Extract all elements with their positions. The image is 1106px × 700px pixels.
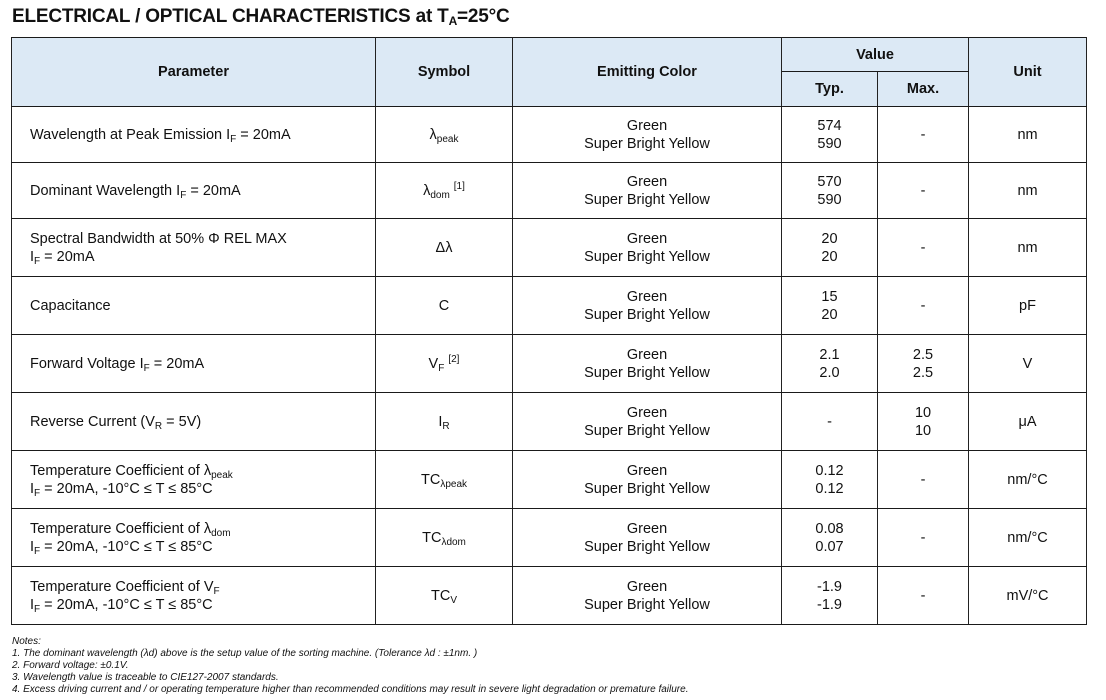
cell-typ bbox=[782, 335, 878, 393]
cell-max bbox=[878, 335, 969, 393]
parameter-line: Temperature Coefficient of $V_F$ bbox=[30, 578, 220, 597]
cell-typ-line: 0.12 bbox=[815, 462, 844, 479]
cell-max bbox=[878, 219, 969, 277]
cell-typ-line: 15 bbox=[821, 288, 838, 305]
cell-max-line: 2.5 bbox=[912, 346, 934, 363]
table-row bbox=[12, 509, 1087, 567]
notes-heading: Notes: bbox=[12, 636, 41, 647]
cell-max bbox=[878, 393, 969, 451]
table-row bbox=[12, 451, 1087, 509]
cell-max-line: - bbox=[920, 529, 926, 546]
cell-typ-line: 20 bbox=[821, 230, 838, 247]
cell-max-line: - bbox=[920, 471, 926, 488]
cell-emitting-color-line: Green bbox=[626, 288, 668, 305]
cell-emitting-color-line: Green bbox=[626, 462, 668, 479]
parameter-line: Spectral Bandwidth at 50% Φ REL MAX bbox=[30, 230, 287, 247]
table-row bbox=[12, 277, 1087, 335]
cell-emitting-color-line: Green bbox=[626, 173, 668, 190]
cell-emitting-color-line: Green bbox=[626, 346, 668, 363]
cell-emitting-color-line: Super Bright Yellow bbox=[584, 191, 710, 208]
cell-typ bbox=[782, 451, 878, 509]
cell-max bbox=[878, 567, 969, 625]
cell-unit: mV/°C bbox=[969, 567, 1087, 625]
cell-typ-line: 590 bbox=[817, 191, 842, 208]
cell-emitting-color bbox=[513, 277, 782, 335]
cell-max-line: - bbox=[920, 239, 926, 256]
cell-max-line: - bbox=[920, 182, 926, 199]
cell-parameter bbox=[12, 107, 376, 163]
cell-unit: nm bbox=[969, 219, 1087, 277]
cell-emitting-color-line: Super Bright Yellow bbox=[584, 596, 710, 613]
cell-emitting-color bbox=[513, 451, 782, 509]
cell-emitting-color-line: Green bbox=[626, 520, 668, 537]
cell-symbol: $V_F[2]$ bbox=[376, 335, 513, 393]
cell-max-line: 10 bbox=[914, 404, 932, 421]
cell-symbol: $\lambda_{dom}[1]$ bbox=[376, 163, 513, 219]
cell-unit: nm bbox=[969, 107, 1087, 163]
cell-unit: pF bbox=[969, 277, 1087, 335]
table-row bbox=[12, 335, 1087, 393]
cell-symbol: $TC_{\lambda dom}$ bbox=[376, 509, 513, 567]
cell-parameter bbox=[12, 277, 376, 335]
cell-parameter bbox=[12, 509, 376, 567]
table-row bbox=[12, 163, 1087, 219]
cell-unit: nm/°C bbox=[969, 451, 1087, 509]
cell-typ-line: -1.9 bbox=[817, 578, 842, 595]
cell-unit: nm/°C bbox=[969, 509, 1087, 567]
cell-max-line: - bbox=[920, 126, 926, 143]
cell-emitting-color bbox=[513, 219, 782, 277]
cell-typ-line: -1.9 bbox=[817, 596, 842, 613]
cell-emitting-color-line: Super Bright Yellow bbox=[584, 422, 710, 439]
cell-emitting-color-line: Super Bright Yellow bbox=[584, 538, 710, 555]
cell-typ-line: 0.08 bbox=[815, 520, 844, 537]
cell-emitting-color-line: Green bbox=[626, 230, 668, 247]
cell-emitting-color bbox=[513, 335, 782, 393]
cell-typ-line: 0.07 bbox=[815, 538, 844, 555]
cell-symbol: C bbox=[376, 277, 513, 335]
header-max: Max. bbox=[878, 72, 969, 107]
cell-parameter bbox=[12, 393, 376, 451]
header-parameter: Parameter bbox=[12, 38, 376, 107]
header-value: Value bbox=[782, 38, 969, 72]
cell-max bbox=[878, 107, 969, 163]
cell-parameter bbox=[12, 335, 376, 393]
cell-typ-line: 20 bbox=[821, 248, 838, 265]
cell-max-line: 10 bbox=[914, 422, 932, 439]
notes-section bbox=[12, 636, 688, 696]
header-symbol: Symbol bbox=[376, 38, 513, 107]
cell-typ-line: 570 bbox=[817, 173, 842, 190]
header-emitting-color: Emitting Color bbox=[513, 38, 782, 107]
table-row bbox=[12, 567, 1087, 625]
parameter-line: Reverse Current $(V_R = 5V)$ bbox=[30, 413, 202, 432]
cell-typ bbox=[782, 107, 878, 163]
table-row bbox=[12, 219, 1087, 277]
header-typ: Typ. bbox=[782, 72, 878, 107]
cell-unit: nm bbox=[969, 163, 1087, 219]
cell-typ bbox=[782, 219, 878, 277]
cell-emitting-color-line: Super Bright Yellow bbox=[584, 248, 710, 265]
cell-max bbox=[878, 451, 969, 509]
note-item: 3. Wavelength value is traceable to CIE127-2007 standards. bbox=[12, 672, 279, 683]
cell-parameter bbox=[12, 219, 376, 277]
cell-typ bbox=[782, 393, 878, 451]
cell-emitting-color bbox=[513, 107, 782, 163]
cell-emitting-color bbox=[513, 509, 782, 567]
cell-emitting-color-line: Super Bright Yellow bbox=[584, 306, 710, 323]
table-row bbox=[12, 393, 1087, 451]
cell-typ bbox=[782, 163, 878, 219]
cell-max bbox=[878, 277, 969, 335]
cell-max-line: - bbox=[920, 587, 926, 604]
cell-emitting-color-line: Green bbox=[626, 117, 668, 134]
cell-symbol: $I_R$ bbox=[376, 393, 513, 451]
table-row bbox=[12, 107, 1087, 163]
cell-typ bbox=[782, 509, 878, 567]
parameter-line: $I_F = 20mA$ bbox=[30, 248, 95, 267]
cell-emitting-color-line: Super Bright Yellow bbox=[584, 364, 710, 381]
cell-parameter bbox=[12, 451, 376, 509]
cell-typ-line: 20 bbox=[821, 306, 838, 323]
cell-typ-line: - bbox=[827, 413, 832, 430]
parameter-line: $I_F = 20mA$, -10°C ≤ T ≤ 85°C bbox=[30, 480, 213, 499]
cell-typ-line: 574 bbox=[817, 117, 842, 134]
cell-emitting-color bbox=[513, 567, 782, 625]
cell-symbol: $\lambda_{peak}$ bbox=[376, 107, 513, 163]
cell-parameter bbox=[12, 567, 376, 625]
cell-typ-line: 0.12 bbox=[815, 480, 844, 497]
cell-emitting-color bbox=[513, 393, 782, 451]
cell-typ-line: 2.0 bbox=[819, 364, 840, 381]
parameter-line: Capacitance bbox=[30, 297, 111, 314]
note-item: 2. Forward voltage: ±0.1V. bbox=[12, 660, 129, 671]
note-item: 4. Excess driving current and / or operating temperature higher than recommended conditions may result in severe light degradation or premature failure. bbox=[12, 684, 689, 695]
section-title: ELECTRICAL / OPTICAL CHARACTERISTICS at $T_A=25^\circ C$ bbox=[12, 6, 510, 28]
table-body bbox=[12, 107, 1087, 625]
cell-emitting-color bbox=[513, 163, 782, 219]
cell-parameter bbox=[12, 163, 376, 219]
cell-emitting-color-line: Super Bright Yellow bbox=[584, 480, 710, 497]
cell-typ-line: 590 bbox=[817, 135, 842, 152]
cell-symbol: Δλ bbox=[376, 219, 513, 277]
parameter-line: Dominant Wavelength $I_F = 20mA$ bbox=[30, 182, 241, 201]
parameter-line: Wavelength at Peak Emission $I_F = 20mA$ bbox=[30, 126, 291, 145]
cell-emitting-color-line: Super Bright Yellow bbox=[584, 135, 710, 152]
cell-max bbox=[878, 163, 969, 219]
cell-unit: μA bbox=[969, 393, 1087, 451]
parameter-line: $I_F = 20mA$, -10°C ≤ T ≤ 85°C bbox=[30, 596, 213, 615]
parameter-line: $I_F = 20mA$, -10°C ≤ T ≤ 85°C bbox=[30, 538, 213, 557]
cell-emitting-color-line: Green bbox=[626, 404, 668, 421]
cell-symbol: $TC_V$ bbox=[376, 567, 513, 625]
parameter-line: Temperature Coefficient of $\lambda_{dom}$ bbox=[30, 520, 231, 539]
parameter-line: Temperature Coefficient of $\lambda_{peak}$ bbox=[30, 462, 233, 481]
header-unit: Unit bbox=[969, 38, 1087, 107]
cell-max-line: 2.5 bbox=[912, 364, 934, 381]
characteristics-table bbox=[11, 37, 1087, 625]
cell-typ-line: 2.1 bbox=[819, 346, 840, 363]
cell-typ bbox=[782, 277, 878, 335]
parameter-line: Forward Voltage $I_F = 20mA$ bbox=[30, 355, 205, 374]
cell-typ bbox=[782, 567, 878, 625]
cell-emitting-color-line: Green bbox=[626, 578, 668, 595]
cell-unit: V bbox=[969, 335, 1087, 393]
note-item: 1. The dominant wavelength (λd) above is the setup value of the sorting machine. (Tolerance λd : ±1nm. ) bbox=[12, 648, 478, 659]
cell-symbol: $TC_{\lambda peak}$ bbox=[376, 451, 513, 509]
cell-max-line: - bbox=[920, 297, 926, 314]
cell-max bbox=[878, 509, 969, 567]
